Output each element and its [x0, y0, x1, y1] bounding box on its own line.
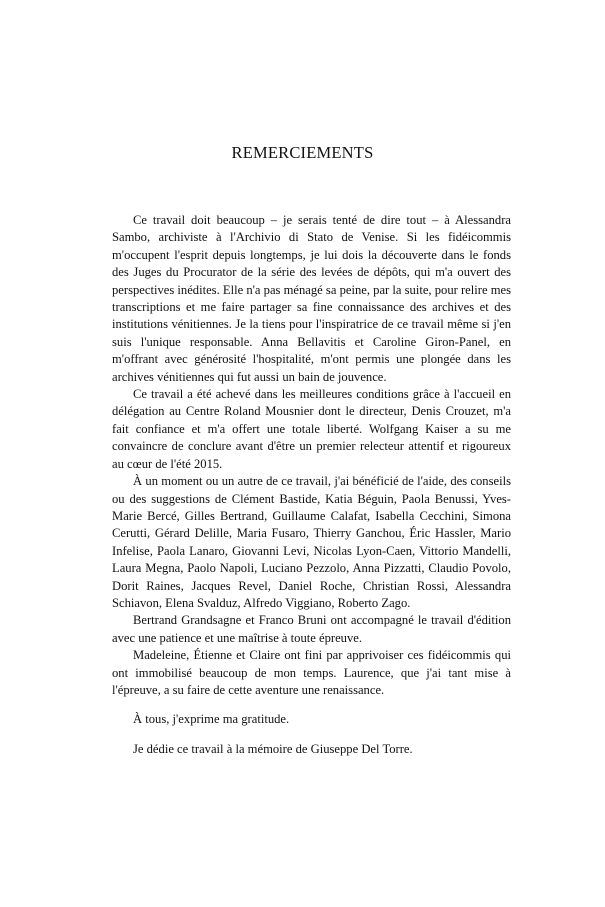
paragraph-family: Madeleine, Étienne et Claire ont fini par apprivoiser ces fidéicommis qui ont immobilisé beaucoup de mon temps. Laurence, que j'ai tant mise à l'épreuve, a su faire de cette aventure une renaissance.	[112, 648, 511, 697]
spacer	[112, 729, 511, 741]
dedication-line: Je dédie ce travail à la mémoire de Giuseppe Del Torre.	[133, 741, 413, 756]
page-title: REMERCIEMENTS	[231, 143, 374, 162]
paragraph-roland-mousnier: Ce travail a été achevé dans les meilleures conditions grâce à l'accueil en délégation au Centre Roland Mousnier dont le directeur, Denis Crouzet, m'a fait confiance et m'a offert une totale liberté. Wolfgang Kaiser a su me convaincre de conclure avant d'être un premier relecteur attentif et rigoureux au cœur de l'été 2015.	[112, 387, 511, 471]
gratitude-line: À tous, j'exprime ma gratitude.	[133, 712, 290, 727]
acknowledgements-body	[112, 212, 511, 758]
paragraph-editors: Bertrand Grandsagne et Franco Bruni ont accompagné le travail d'édition avec une patience et une maîtrise à toute épreuve.	[112, 613, 511, 645]
paragraph-contributors: À un moment ou un autre de ce travail, j'ai bénéficié de l'aide, des conseils ou des suggestions de Clément Bastide, Katia Béguin, Paola Benussi, Yves-Marie Bercé, Gilles Bertrand, Guillaume Calafat, Isabella Cecchini, Simona Cerutti, Gérard Delille, Maria Fusaro, Thierry Ganchou, Éric Hassler, Mario Infelise, Paola Lanaro, Giovanni Levi, Nicolas Lyon-Caen, Vittorio Mandelli, Laura Megna, Paolo Napoli, Luciano Pezzolo, Anna Pizzatti, Claudio Povolo, Dorit Raines, Jacques Revel, Daniel Roche, Christian Rossi, Alessandra Schiavon, Elena Svalduz, Alfredo Viggiano, Roberto Zago.	[112, 474, 511, 610]
spacer	[112, 699, 511, 711]
paragraph-sambo: Ce travail doit beaucoup – je serais tenté de dire tout – à Alessandra Sambo, archiviste à l'Archivio di Stato de Venise. Si les fidéicommis m'occupent l'esprit depuis longtemps, je lui dois la découverte dans le fonds des Juges du Procurator de la série des levées de dépôts, qui m'a ouvert des perspectives inédites. Elle n'a pas ménagé sa peine, par la suite, pour relire mes transcriptions et me faire partager sa fine connaissance des archives et des institutions vénitiennes. Je la tiens pour l'inspiratrice de ce travail même si j'en suis l'unique responsable. Anna Bellavitis et Caroline Giron-Panel, en m'offrant avec générosité l'hospitalité, m'ont permis une plongée dans les archives vénitiennes qui fut aussi un bain de jouvence.	[112, 213, 511, 384]
